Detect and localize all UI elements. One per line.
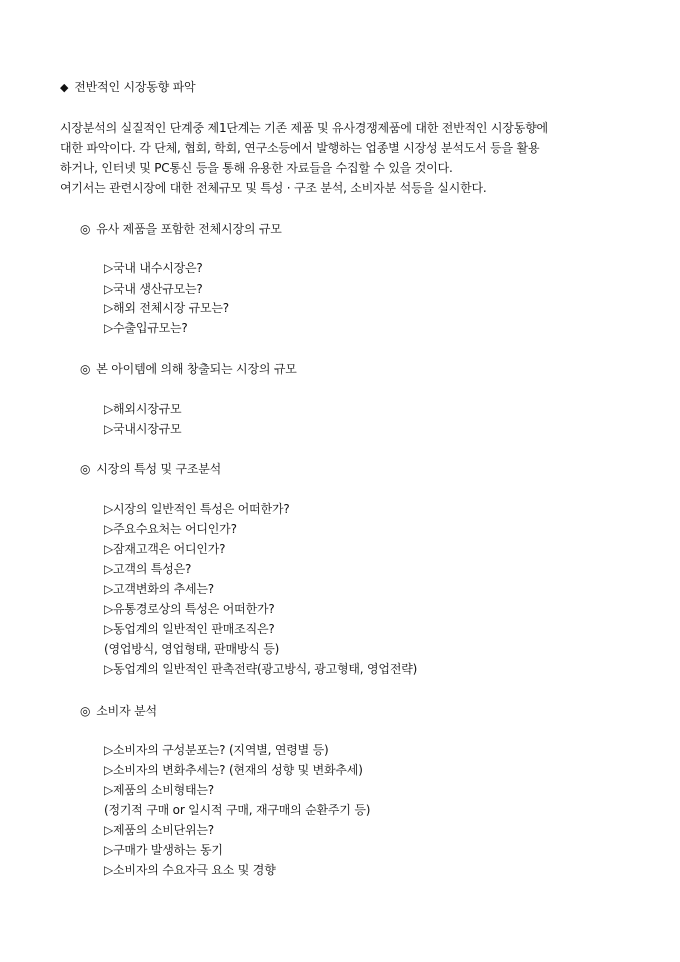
- intro-line: 대한 파악이다. 각 단체, 협회, 학회, 연구소등에서 발행하는 업종별 시장성 분석도서 등을 활용: [60, 141, 540, 155]
- list-item: ▷해외시장규모: [104, 402, 182, 416]
- list-item: ▷유통경로상의 특성은 어떠한가?: [104, 602, 275, 616]
- section-title: [80, 702, 157, 720]
- list-item: ▷국내 생산규모는?: [104, 282, 203, 296]
- intro-line: 하거나, 인터넷 및 PC통신 등을 통해 유용한 자료들을 수집할 수 있을 것이다.: [60, 161, 453, 175]
- list-item: ▷고객의 특성은?: [104, 562, 192, 576]
- section-title: [80, 220, 282, 238]
- section-title-text: 유사 제품을 포함한 전체시장의 규모: [96, 222, 282, 236]
- list-item: ▷소비자의 구성분포는? (지역별, 연령별 등): [104, 743, 329, 757]
- list-item: ▷구매가 발생하는 동기: [104, 843, 223, 857]
- list-item: ▷동업계의 일반적인 판매조직은?: [104, 622, 275, 636]
- section-title-text: 본 아이템에 의해 창출되는 시장의 규모: [96, 362, 297, 376]
- list-item: ▷주요수요처는 어디인가?: [104, 522, 237, 536]
- section-title: [80, 360, 297, 378]
- intro-line: 시장분석의 실질적인 단계중 제1단계는 기존 제품 및 유사경쟁제품에 대한 전반적인 시장동향에: [60, 121, 548, 135]
- list-item: ▷소비자의 변화추세는? (현재의 성향 및 변화추세): [104, 763, 363, 777]
- list-item: ▷소비자의 수요자극 요소 및 경향: [104, 863, 276, 877]
- list-item: ▷국내시장규모: [104, 422, 182, 436]
- list-item: ▷시장의 일반적인 특성은 어떠한가?: [104, 502, 290, 516]
- section-title: [80, 460, 221, 478]
- double-circle-bullet-icon: ◎: [80, 462, 91, 476]
- section-title-text: 소비자 분석: [96, 704, 157, 718]
- list-item: ▷해외 전체시장 규모는?: [104, 301, 229, 315]
- heading-text: 전반적인 시장동향 파악: [74, 80, 196, 94]
- list-item: ▷제품의 소비형태는?: [104, 783, 214, 797]
- list-item: ▷국내 내수시장은?: [104, 261, 203, 275]
- list-item: ▷수출입규모는?: [104, 321, 188, 335]
- list-item: ▷제품의 소비단위는?: [104, 823, 214, 837]
- double-circle-bullet-icon: ◎: [80, 362, 91, 376]
- intro-line: 여기서는 관련시장에 대한 전체규모 및 특성 · 구조 분석, 소비자분 석등을 실시한다.: [60, 181, 487, 195]
- list-item: ▷잠재고객은 어디인가?: [104, 542, 226, 556]
- list-item: ▷고객변화의 추세는?: [104, 582, 214, 596]
- list-item-note: (정기적 구매 or 일시적 구매, 재구매의 순환주기 등): [104, 803, 371, 817]
- double-circle-bullet-icon: ◎: [80, 704, 91, 718]
- double-circle-bullet-icon: ◎: [80, 222, 91, 236]
- section-title-text: 시장의 특성 및 구조분석: [96, 462, 222, 476]
- list-item: ▷동업계의 일반적인 판촉전략(광고방식, 광고형태, 영업전략): [104, 662, 418, 676]
- list-item-note: (영업방식, 영업형태, 판매방식 등): [104, 642, 280, 656]
- diamond-bullet-icon: ◆: [60, 81, 69, 94]
- page-heading: [60, 78, 195, 97]
